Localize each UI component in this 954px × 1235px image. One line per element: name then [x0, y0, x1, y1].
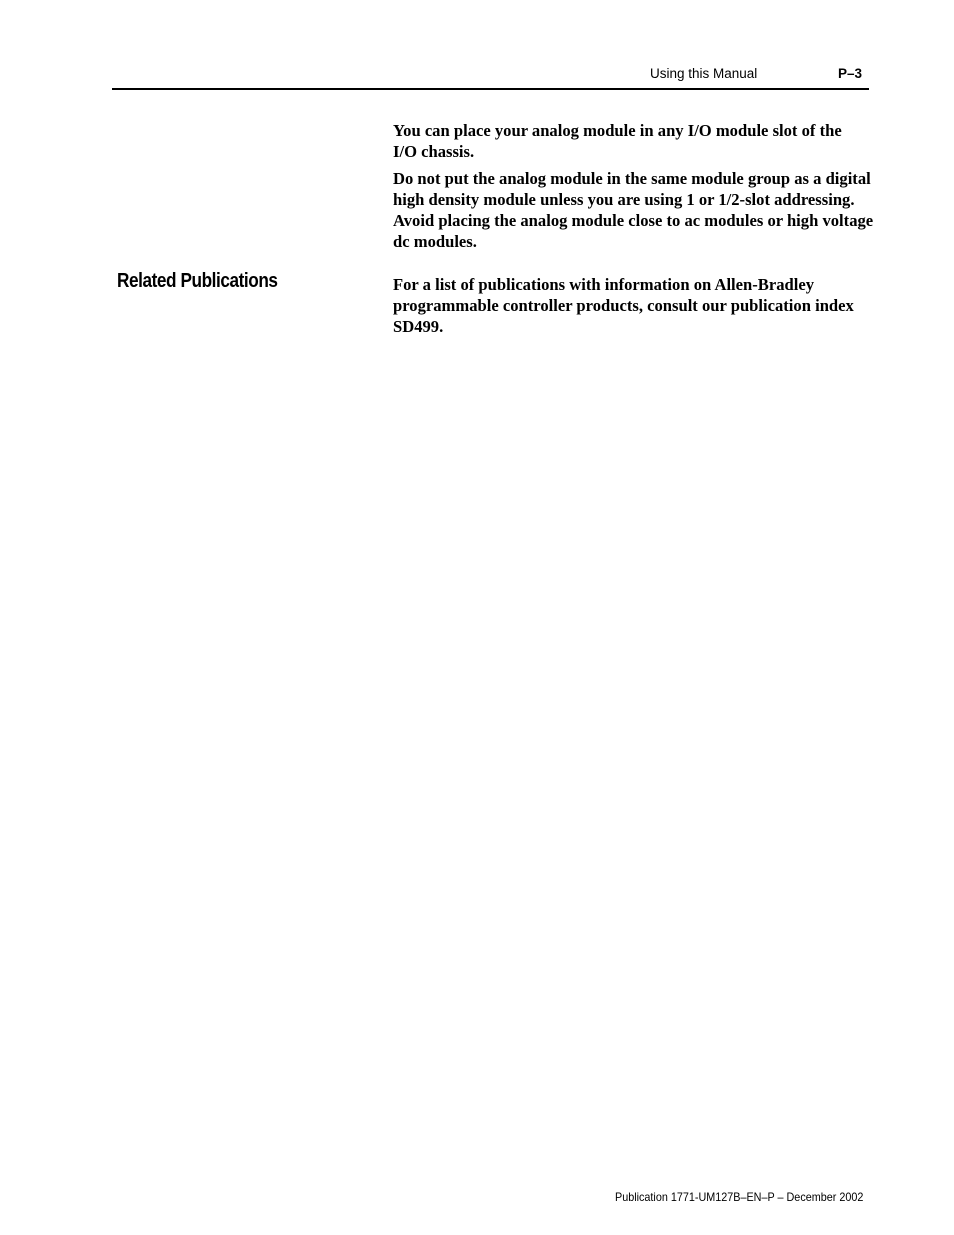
placement-paragraph — [393, 120, 898, 162]
module-group-paragraph — [393, 168, 898, 252]
paragraph-line: high density module unless you are using 1 or 1/2-slot addressing. — [393, 190, 855, 209]
related-publications-heading: Related Publications — [117, 270, 278, 292]
paragraph-line: Do not put the analog module in the same module group as a digital — [393, 169, 871, 188]
page-number: P–3 — [838, 66, 863, 81]
running-header-title: Using this Manual — [650, 66, 758, 81]
paragraph-line: Avoid placing the analog module close to ac modules or high voltage — [393, 211, 874, 230]
paragraph-line: I/O chassis. — [393, 142, 475, 161]
paragraph-line: You can place your analog module in any I/O module slot of the — [393, 121, 842, 140]
related-publications-paragraph — [393, 274, 898, 337]
paragraph-line: programmable controller products, consult our publication index — [393, 296, 854, 315]
paragraph-line: dc modules. — [393, 232, 477, 251]
page-header — [112, 62, 869, 90]
publication-footer: Publication 1771-UM127B–EN–P – December 2002 — [615, 1190, 864, 1204]
paragraph-line: SD499. — [393, 317, 444, 336]
paragraph-line: For a list of publications with information on Allen-Bradley — [393, 275, 815, 294]
